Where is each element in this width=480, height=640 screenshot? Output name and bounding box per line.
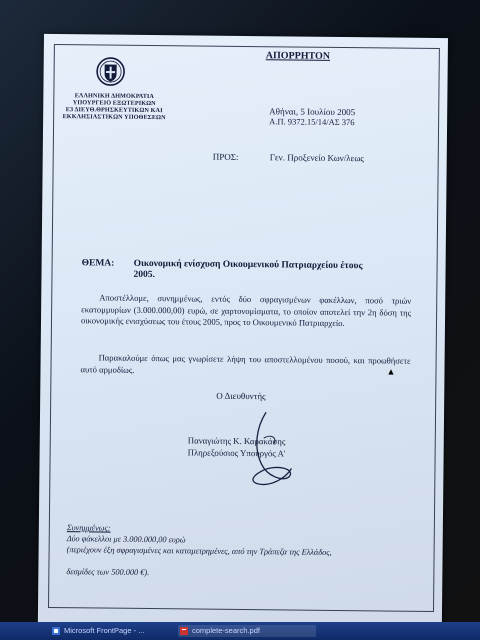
taskbar-item-frontpage[interactable] xyxy=(50,625,182,637)
frontpage-icon xyxy=(52,627,60,635)
subject-label: ΘΕΜΑ: xyxy=(81,258,115,269)
classification-stamp: ΑΠΟΡΡΗΤΟΝ xyxy=(265,50,331,62)
mouse-cursor-icon: ▲ xyxy=(386,366,396,377)
enclosure-line: Δύο φάκελλοι με 3.000.000,00 ευρώ xyxy=(66,534,186,545)
enclosures-label: Συνημμένως: xyxy=(66,523,111,533)
ministry-line: ΕΚΚΛΗΣΙΑΣΤΙΚΩΝ ΥΠΟΘΕΣΕΩΝ xyxy=(62,113,166,122)
subject-text: Οικονομική ενίσχυση Οικουμενικού Πατριαρχείου έτους 2005. xyxy=(133,258,363,281)
ministry-line: ΕΛΛΗΝΙΚΗ ΔΗΜΟΚΡΑΤΙΑ xyxy=(74,92,155,101)
body-paragraph: Παρακαλούμε όπως μας γνωρίσετε λήψη του αποστελλομένου ποσού, και προωθήσετε αυτό αρμοδίως. xyxy=(80,352,411,375)
enclosure-line: δεσμίδες των 500.000 €). xyxy=(66,567,150,578)
ministry-line: ΥΠΟΥΡΓΕΙΟ ΕΞΩΤΕΡΙΚΩΝ xyxy=(72,99,156,108)
taskbar-item-label: complete-search.pdf xyxy=(192,626,260,635)
recipient-value: Γεν. Προξενείο Κων/λεως xyxy=(269,152,364,164)
taskbar-item-label: Microsoft FrontPage - ... xyxy=(64,626,145,635)
reference-number: Α.Π. 9372.15/14/ΑΣ 376 xyxy=(269,116,355,128)
date-line: Αθήναι, 5 Ιουλίου 2005 xyxy=(269,106,356,118)
enclosure-line: (περιέχουν έξη σφραγισμένες και καταμετρημένες, από την Τράπεζα της Ελλάδος, xyxy=(66,545,332,557)
ministry-header xyxy=(51,92,177,121)
ministry-line: Ε3 ΔΙΕΥΘ.ΘΡΗΣΚΕΥΤΙΚΩΝ ΚΑΙ xyxy=(65,106,163,115)
signatory-name: Παναγιώτης Κ. Καρακάσης xyxy=(187,435,286,447)
greek-coat-of-arms-icon xyxy=(95,56,125,86)
taskbar-item-pdf[interactable] xyxy=(178,625,316,637)
scanned-letter xyxy=(38,34,448,630)
signatory-title: Πληρεξούσιος Υπουργός Α' xyxy=(187,447,286,459)
body-paragraph: Αποστέλλομε, συνημμένως, εντός δύο σφραγισμένων φακέλλων, ποσό τριών εκατομμυρίων (3.000.000,00) ευρώ, σε χαρτονομίσματα, το οποίον αποτελεί την 2η δόση της οικονομικής ενισχύσεως του έτους 2005, προς το Οικουμενικό Πατριαρχείο. xyxy=(80,292,412,329)
signoff: Ο Διευθυντής xyxy=(216,390,266,402)
pdf-icon xyxy=(180,627,188,635)
recipient-label: ΠΡΟΣ: xyxy=(212,151,239,162)
taskbar xyxy=(0,622,480,640)
